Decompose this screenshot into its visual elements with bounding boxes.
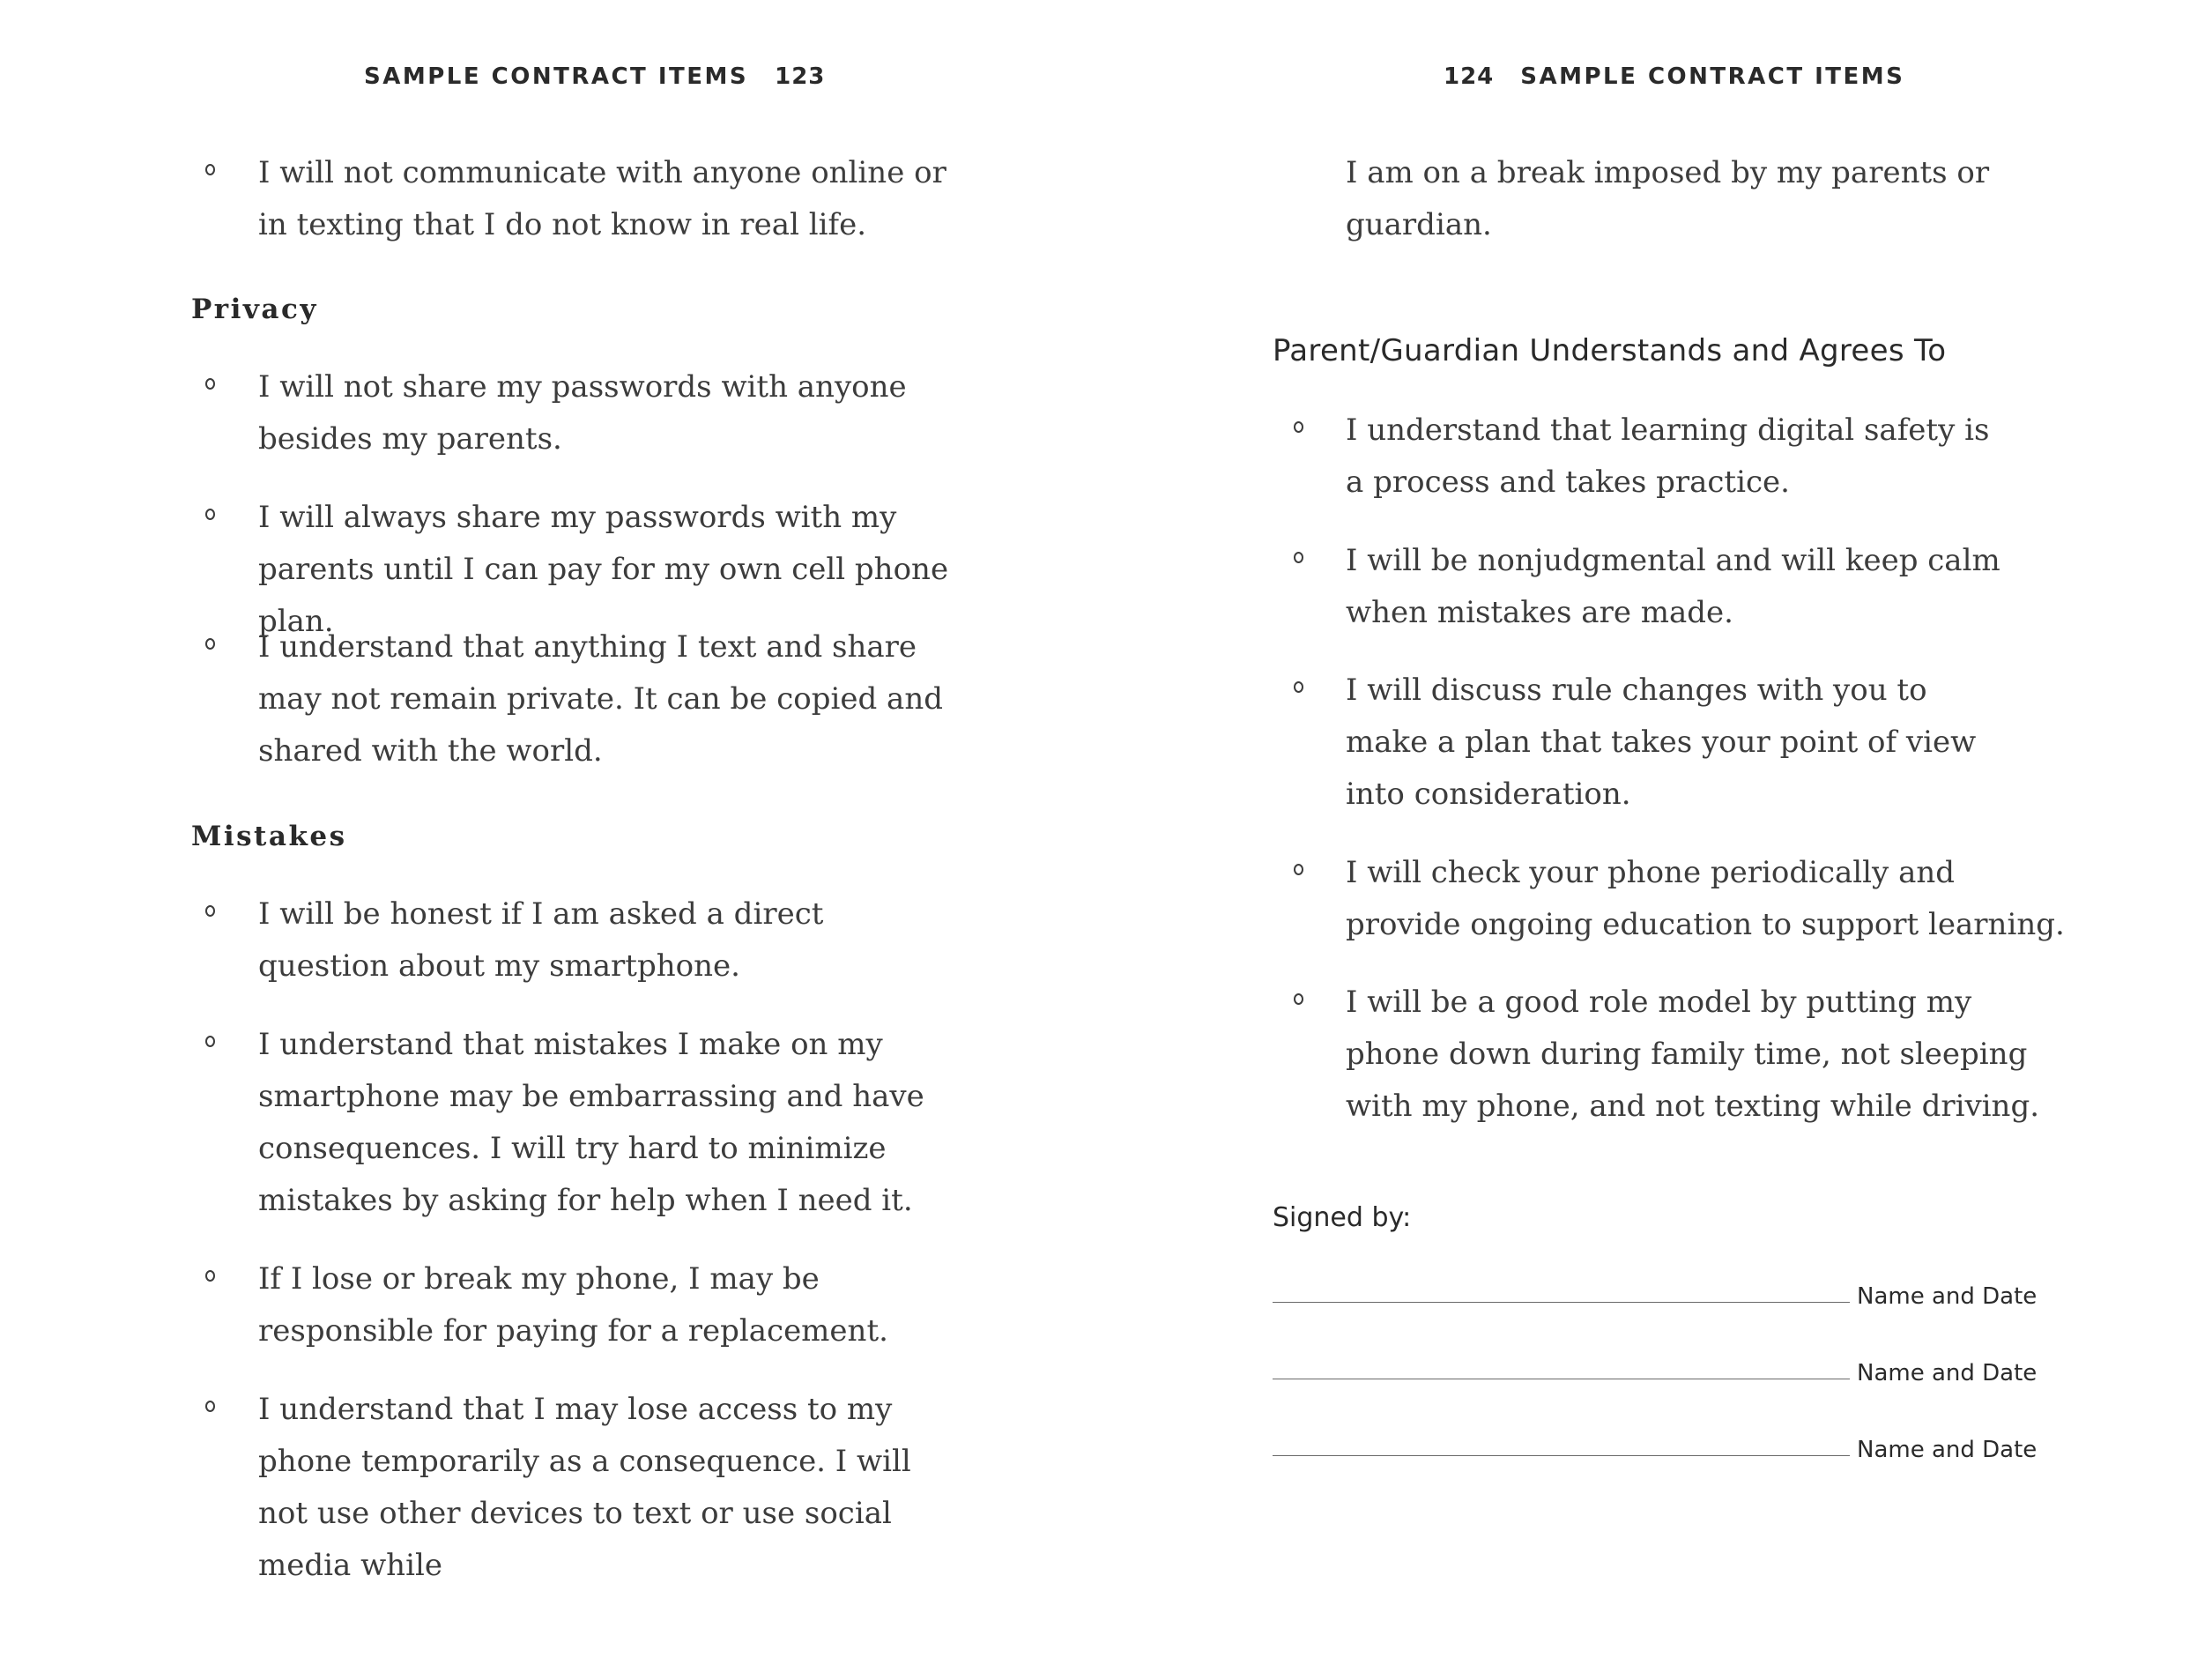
signature-row xyxy=(1273,1275,2038,1310)
section-heading-parent-guardian: Parent/Guardian Understands and Agrees To xyxy=(1273,333,1947,368)
list-item: I will check your phone periodically and provide ongoing education to support learning. xyxy=(1346,855,2065,942)
bullet-icon xyxy=(205,1270,215,1282)
section-heading-mistakes: Mistakes xyxy=(191,821,347,852)
list-item: I will be a good role model by putting my phone down during family time, not sleeping with my phone, and not texting while driving. xyxy=(1346,985,2040,1124)
list-item: I will not communicate with anyone online or in texting that I do not know in real life. xyxy=(258,155,946,242)
signed-by-label: Signed by: xyxy=(1273,1202,1412,1233)
signature-caption: Name and Date xyxy=(1857,1283,2038,1310)
continued-text: I am on a break imposed by my parents or guardian. xyxy=(1346,155,1990,242)
list-item: I will be nonjudgmental and will keep calm when mistakes are made. xyxy=(1346,543,2000,630)
signature-caption: Name and Date xyxy=(1857,1360,2038,1386)
list-item: I will discuss rule changes with you to make a plan that takes your point of view into consideration. xyxy=(1346,673,1977,812)
bullet-icon xyxy=(205,509,215,520)
bullet-icon xyxy=(1294,681,1303,693)
page-number: 124 xyxy=(1444,63,1495,90)
bullet-icon xyxy=(1294,864,1303,875)
list-item: If I lose or break my phone, I may be responsible for paying for a replacement. xyxy=(258,1261,888,1349)
list-item: I understand that learning digital safety is a process and takes practice. xyxy=(1346,413,1990,500)
bullet-icon xyxy=(1294,421,1303,433)
page-number: 123 xyxy=(775,63,826,90)
signature-row xyxy=(1273,1351,2038,1386)
list-item: I understand that I may lose access to my phone temporarily as a consequence. I will not use other devices to text or use social media while xyxy=(258,1392,911,1583)
bullet-icon xyxy=(1294,552,1303,563)
list-item: I will not share my passwords with anyone besides my parents. xyxy=(258,369,907,457)
list-item: I will be honest if I am asked a direct question about my smartphone. xyxy=(258,896,824,984)
right-page xyxy=(1106,0,2212,1665)
signature-line[interactable] xyxy=(1273,1455,1850,1456)
running-head-left xyxy=(364,63,825,90)
bullet-icon xyxy=(1294,993,1303,1005)
signature-line[interactable] xyxy=(1273,1302,1850,1303)
bullet-icon xyxy=(205,905,215,917)
list-item: I will always share my passwords with my parents until I can pay for my own cell phone plan. xyxy=(258,500,949,639)
bullet-icon xyxy=(205,1036,215,1047)
header-title: SAMPLE CONTRACT ITEMS xyxy=(364,63,749,90)
signature-caption: Name and Date xyxy=(1857,1437,2038,1463)
list-item: I understand that mistakes I make on my smartphone may be embarrassing and have consequences. I will try hard to minimize mistakes by asking for help when I need it. xyxy=(258,1027,924,1218)
bullet-icon xyxy=(205,1401,215,1412)
bullet-icon xyxy=(205,164,215,175)
bullet-icon xyxy=(205,378,215,390)
running-head-right xyxy=(1444,63,1904,90)
bullet-icon xyxy=(205,638,215,650)
list-item: I understand that anything I text and share may not remain private. It can be copied and shared with the world. xyxy=(258,629,943,769)
header-title: SAMPLE CONTRACT ITEMS xyxy=(1520,63,1905,90)
signature-row xyxy=(1273,1428,2038,1463)
section-heading-privacy: Privacy xyxy=(191,294,318,325)
